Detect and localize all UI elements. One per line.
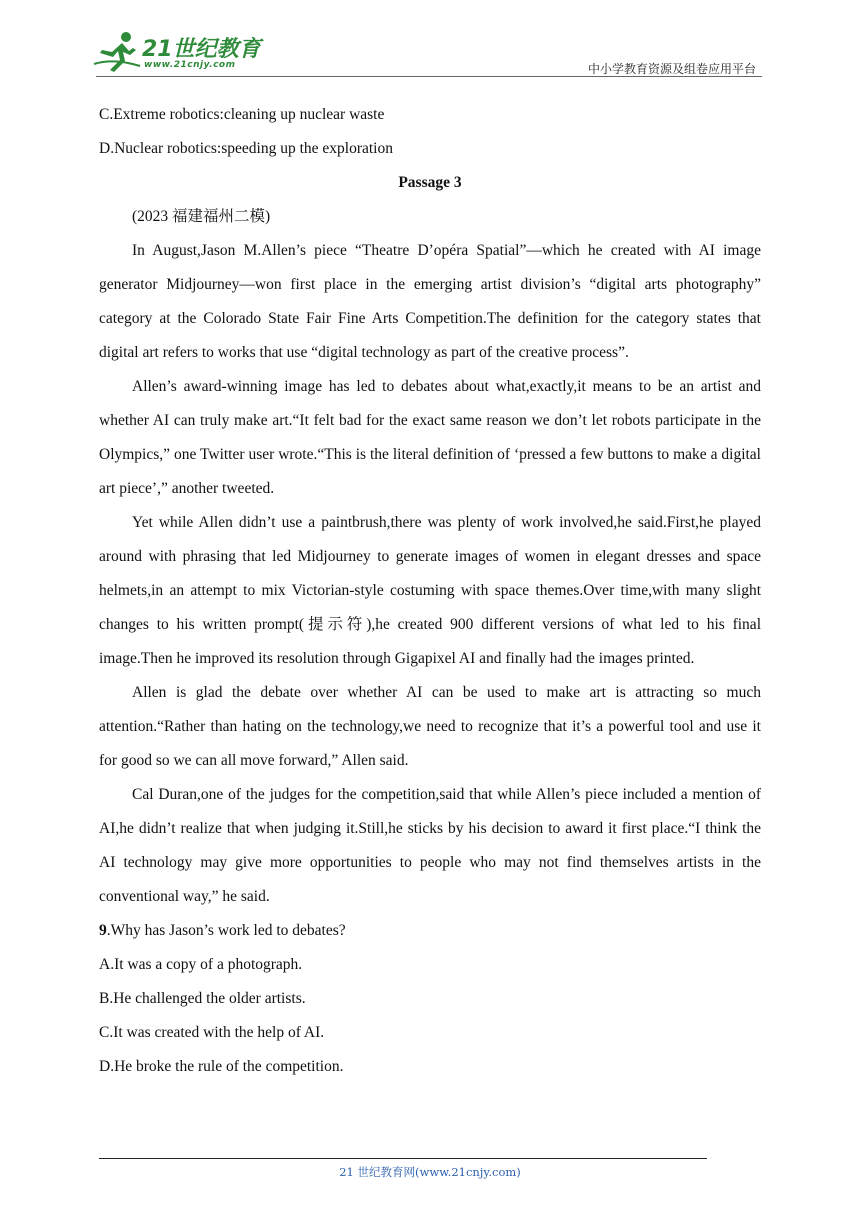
question-number: 9 (99, 922, 107, 939)
passage-title: Passage 3 (398, 174, 462, 191)
answer-option-b: B.He challenged the older artists. (99, 990, 306, 1007)
footer-link[interactable]: 21 世纪教育网(www.21cnjy.com) (339, 1165, 521, 1179)
question-text: .Why has Jason’s work led to debates? (106, 922, 346, 939)
logo-url: www.21cnjy.com (144, 60, 236, 70)
question-stem (99, 914, 761, 948)
document-body (99, 98, 761, 1084)
answer-option-a: A.It was a copy of a photograph. (99, 956, 303, 973)
page-header (0, 0, 860, 80)
passage-paragraph: Allen’s award-winning image has led to debates about what,exactly,it means to be an artist and whether AI can truly make art.“It felt bad for the exact same reason we don’t let robots participate in the Olympics,” one Twitter user wrote.“This is the literal definition of ‘pressed a few buttons to make a digital art piece’,” another tweeted. (99, 378, 761, 497)
passage-source: (2023 福建福州二模) (132, 208, 271, 225)
logo-wordmark: 21世纪教育 (142, 37, 261, 62)
passage-paragraph: In August,Jason M.Allen’s piece “Theatre D’opéra Spatial”—which he created with AI image generator Midjourney—won first place in the emerging artist division’s “digital arts photography” category at the Colorado State Fair Fine Arts Competition.The definition for the category states that digital art refers to works that use “digital technology as part of the creative process”. (99, 242, 761, 361)
prev-option-c: C.Extreme robotics:cleaning up nuclear waste (99, 106, 385, 123)
site-logo[interactable] (92, 30, 262, 78)
prev-option-d: D.Nuclear robotics:speeding up the exploration (99, 140, 393, 157)
header-divider (96, 76, 762, 77)
runner-logo-icon (92, 30, 144, 74)
site-tagline: 中小学教育资源及组卷应用平台 (587, 62, 756, 76)
passage-paragraph: Cal Duran,one of the judges for the competition,said that while Allen’s piece included a mention of AI,he didn’t realize that when judging it.Still,he sticks by his decision to award it first place.“I think the AI technology may give more opportunities to people who may not find themselves artists in the conventional way,” he said. (99, 786, 761, 905)
answer-option-d: D.He broke the rule of the competition. (99, 1058, 344, 1075)
passage-paragraph: Yet while Allen didn’t use a paintbrush,there was plenty of work involved,he said.First,he played around with phrasing that led Midjourney to generate images of women in elegant dresses and space helmets,in an attempt to mix Victorian-style costuming with space themes.Over time,with many slight changes to his written prompt(提示符),he created 900 different versions of what led to his final image.Then he improved its resolution through Gigapixel AI and finally had the images printed. (99, 514, 761, 667)
footer-divider (99, 1158, 707, 1159)
answer-option-c: C.It was created with the help of AI. (99, 1024, 325, 1041)
passage-paragraph: Allen is glad the debate over whether AI can be used to make art is attracting so much attention.“Rather than hating on the technology,we need to recognize that it’s a powerful tool and use it for good so we can all move forward,” Allen said. (99, 684, 761, 769)
